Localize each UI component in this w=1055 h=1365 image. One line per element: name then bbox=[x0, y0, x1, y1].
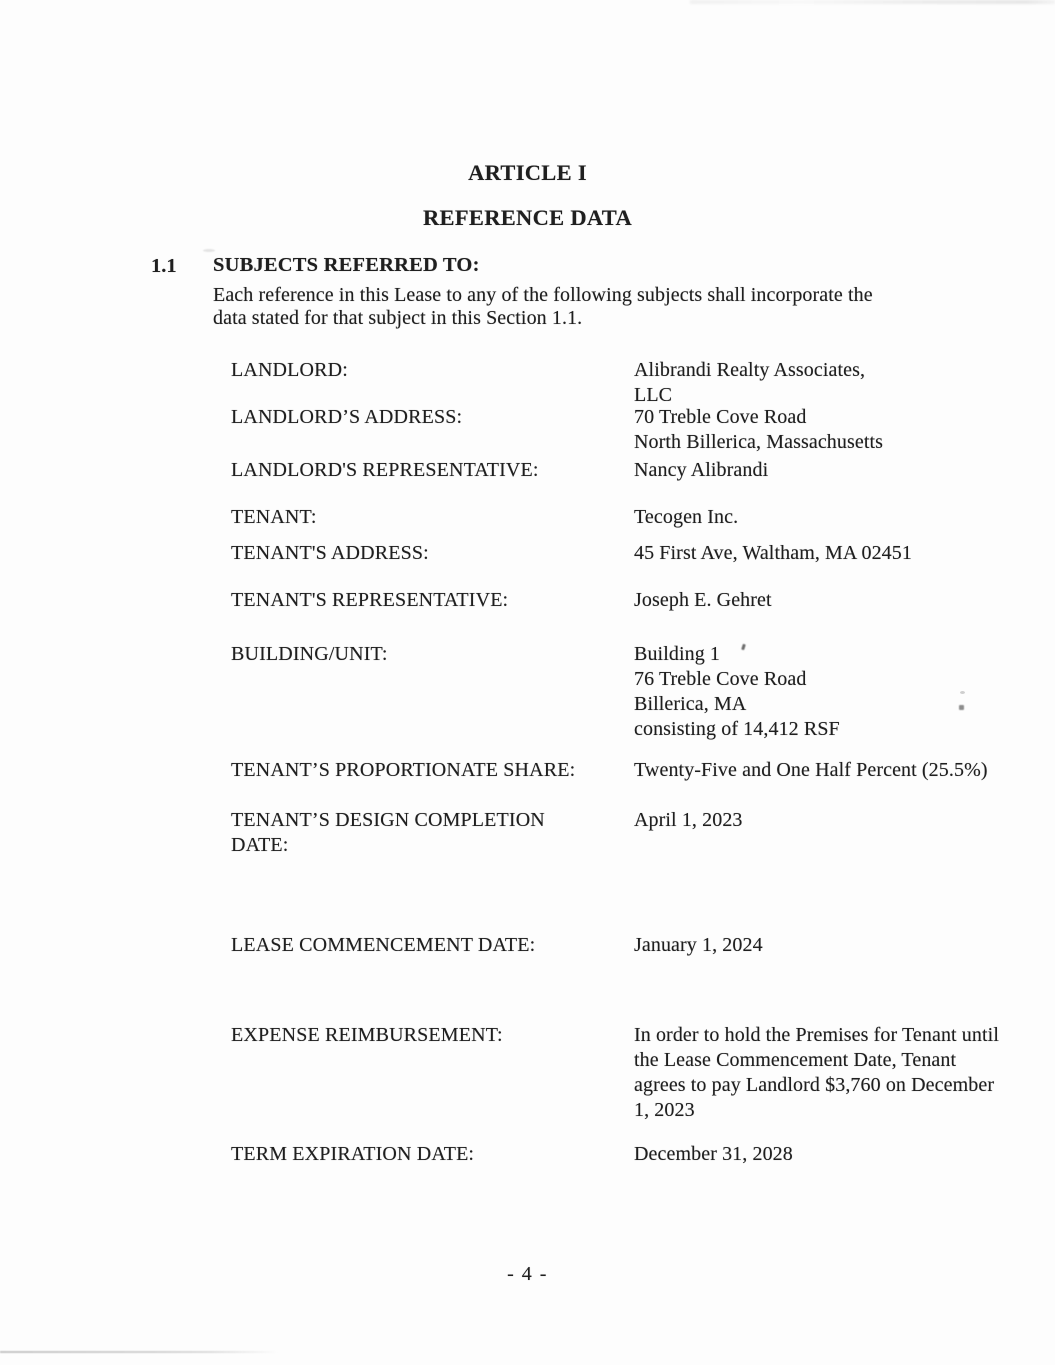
section-number: 1.1 bbox=[151, 255, 177, 277]
reference-value bbox=[634, 505, 738, 530]
reference-value-line: Joseph E. Gehret bbox=[634, 589, 772, 611]
reference-label bbox=[231, 458, 539, 483]
reference-label bbox=[231, 808, 545, 858]
reference-label-line: TENANT’S DESIGN COMPLETION bbox=[231, 809, 545, 831]
reference-label bbox=[231, 642, 388, 667]
reference-value-line: Twenty-Five and One Half Percent (25.5%) bbox=[634, 759, 988, 781]
reference-label bbox=[231, 933, 535, 958]
reference-value-line: agrees to pay Landlord $3,760 on December bbox=[634, 1074, 995, 1096]
reference-value-line: 76 Treble Cove Road bbox=[634, 668, 807, 690]
reference-value-line: the Lease Commencement Date, Tenant bbox=[634, 1049, 957, 1071]
page-number: - 4 - bbox=[507, 1263, 548, 1285]
reference-value bbox=[634, 588, 772, 613]
reference-label-line: TENANT’S PROPORTIONATE SHARE: bbox=[231, 759, 576, 781]
scan-artifact-speck bbox=[959, 705, 964, 710]
reference-value bbox=[634, 541, 912, 566]
reference-value-line: consisting of 14,412 RSF bbox=[634, 718, 840, 740]
reference-label-line: LANDLORD'S REPRESENTATIVE: bbox=[231, 459, 539, 481]
scan-artifact-speck bbox=[203, 249, 215, 252]
reference-value bbox=[634, 405, 883, 455]
reference-value bbox=[634, 933, 763, 958]
reference-label-line: TENANT'S ADDRESS: bbox=[231, 542, 429, 564]
reference-label bbox=[231, 588, 508, 613]
reference-label-line: LANDLORD’S ADDRESS: bbox=[231, 406, 463, 428]
reference-label bbox=[231, 405, 462, 430]
reference-value-line: April 1, 2023 bbox=[634, 809, 743, 831]
section-intro-line: Each reference in this Lease to any of the following subjects shall incorporate the bbox=[213, 284, 873, 306]
reference-value bbox=[634, 1023, 999, 1123]
reference-label bbox=[231, 505, 317, 530]
reference-value bbox=[634, 808, 743, 833]
reference-value-line: January 1, 2024 bbox=[634, 934, 763, 956]
reference-value-line: Billerica, MA bbox=[634, 693, 747, 715]
section-intro-line: data stated for that subject in this Section 1.1. bbox=[213, 307, 583, 329]
scan-artifact-top-smudge bbox=[690, 0, 1055, 4]
reference-value bbox=[634, 358, 865, 408]
reference-label-line: TERM EXPIRATION DATE: bbox=[231, 1143, 475, 1165]
reference-label bbox=[231, 1023, 503, 1048]
reference-label-line: TENANT: bbox=[231, 506, 317, 528]
reference-label-line: TENANT'S REPRESENTATIVE: bbox=[231, 589, 509, 611]
reference-value-line: Alibrandi Realty Associates, bbox=[634, 359, 866, 381]
reference-value-line: Tecogen Inc. bbox=[634, 506, 739, 528]
reference-label bbox=[231, 358, 348, 383]
reference-value bbox=[634, 458, 768, 483]
reference-value-line: In order to hold the Premises for Tenant until bbox=[634, 1024, 999, 1046]
section-heading: SUBJECTS REFERRED TO: bbox=[213, 254, 480, 276]
reference-value bbox=[634, 1142, 793, 1167]
reference-label bbox=[231, 1142, 474, 1167]
article-heading: ARTICLE I bbox=[468, 160, 587, 185]
reference-value-line: North Billerica, Massachusetts bbox=[634, 431, 884, 453]
reference-label-line: LANDLORD: bbox=[231, 359, 348, 381]
reference-value-line: LLC bbox=[634, 384, 673, 406]
reference-label-line: DATE: bbox=[231, 834, 289, 856]
reference-label bbox=[231, 541, 429, 566]
reference-value bbox=[634, 642, 840, 742]
article-subheading: REFERENCE DATA bbox=[422, 205, 632, 230]
reference-value-line: 1, 2023 bbox=[634, 1099, 695, 1121]
reference-value-line: Nancy Alibrandi bbox=[634, 459, 769, 481]
reference-value-line: 70 Treble Cove Road bbox=[634, 406, 807, 428]
reference-value bbox=[634, 758, 988, 783]
reference-label-line: EXPENSE REIMBURSEMENT: bbox=[231, 1024, 503, 1046]
reference-label-line: BUILDING/UNIT: bbox=[231, 643, 388, 665]
reference-value-line: December 31, 2028 bbox=[634, 1143, 793, 1165]
scan-artifact-bottom-line bbox=[0, 1351, 278, 1353]
reference-value-line: 45 First Ave, Waltham, MA 02451 bbox=[634, 542, 912, 564]
reference-value-line: Building 1 bbox=[634, 643, 721, 665]
reference-label bbox=[231, 758, 575, 783]
scan-artifact-speck bbox=[960, 691, 965, 694]
reference-label-line: LEASE COMMENCEMENT DATE: bbox=[231, 934, 536, 956]
